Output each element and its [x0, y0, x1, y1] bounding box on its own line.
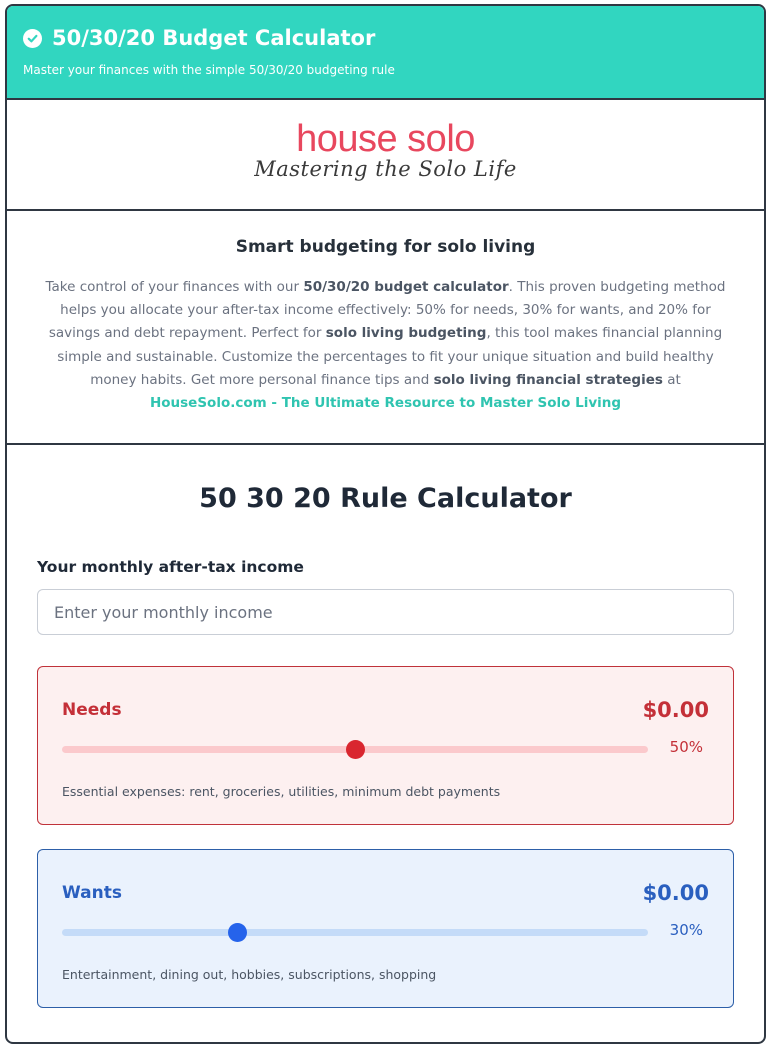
needs-card: [37, 666, 734, 825]
intro-text-part: . This proven budgeting method helps you allocate your after-tax income effectively: 50% for needs, 30% for wants, and 20% for savings and debt repayment. Perfect for: [48, 279, 726, 342]
wants-amount: $0.00: [642, 881, 709, 905]
wants-description: Entertainment, dining out, hobbies, subscriptions, shopping: [62, 967, 437, 982]
intro-bold-solo-budgeting: solo living budgeting: [325, 325, 487, 342]
needs-description: Essential expenses: rent, groceries, utilities, minimum debt payments: [62, 784, 501, 799]
header-title-row: [23, 26, 748, 50]
calculator-frame: [5, 4, 766, 1044]
intro-bold-strategies: solo living financial strategies: [433, 371, 663, 388]
needs-label: Needs: [62, 700, 122, 720]
wants-slider-thumb[interactable]: [228, 923, 247, 942]
intro-text-part: Take control of your finances with our: [45, 279, 304, 295]
logo-wordmark[interactable]: house solo: [296, 117, 475, 160]
needs-card-header: [62, 667, 709, 753]
intro-bold-calculator: 50/30/20 budget calculator: [303, 279, 509, 295]
wants-slider-track[interactable]: [62, 929, 648, 936]
wants-percent: 30%: [669, 921, 703, 939]
intro-text: [33, 276, 738, 415]
needs-slider-thumb[interactable]: [346, 740, 365, 759]
income-input[interactable]: [37, 589, 734, 635]
needs-amount: $0.00: [642, 698, 709, 722]
logo-tagline: Mastering the Solo Life: [254, 156, 517, 181]
housesolo-link[interactable]: HouseSolo.com - The Ultimate Resource to Master Solo Living: [149, 395, 622, 412]
wants-label: Wants: [62, 883, 122, 903]
calculator-title: 50 30 20 Rule Calculator: [199, 483, 572, 514]
check-circle-icon: [23, 29, 42, 48]
calculator-section: [7, 445, 764, 1008]
intro-section: [7, 211, 764, 445]
wants-card: [37, 849, 734, 1008]
intro-text-part: , this tool makes financial planning simple and sustainable. Customize the percentages to fit your unique situation and build healthy money habits. Get more personal finance tips and: [57, 325, 723, 388]
intro-title: Smart budgeting for solo living: [235, 237, 536, 257]
page-subtitle: Master your finances with the simple 50/30/20 budgeting rule: [23, 63, 395, 77]
header: [7, 6, 764, 100]
needs-percent: 50%: [669, 738, 703, 756]
page-title: 50/30/20 Budget Calculator: [52, 26, 376, 50]
logo-section: [7, 100, 764, 211]
intro-text-part: at: [662, 371, 681, 388]
wants-card-header: [62, 850, 709, 936]
income-label: Your monthly after-tax income: [37, 558, 304, 576]
